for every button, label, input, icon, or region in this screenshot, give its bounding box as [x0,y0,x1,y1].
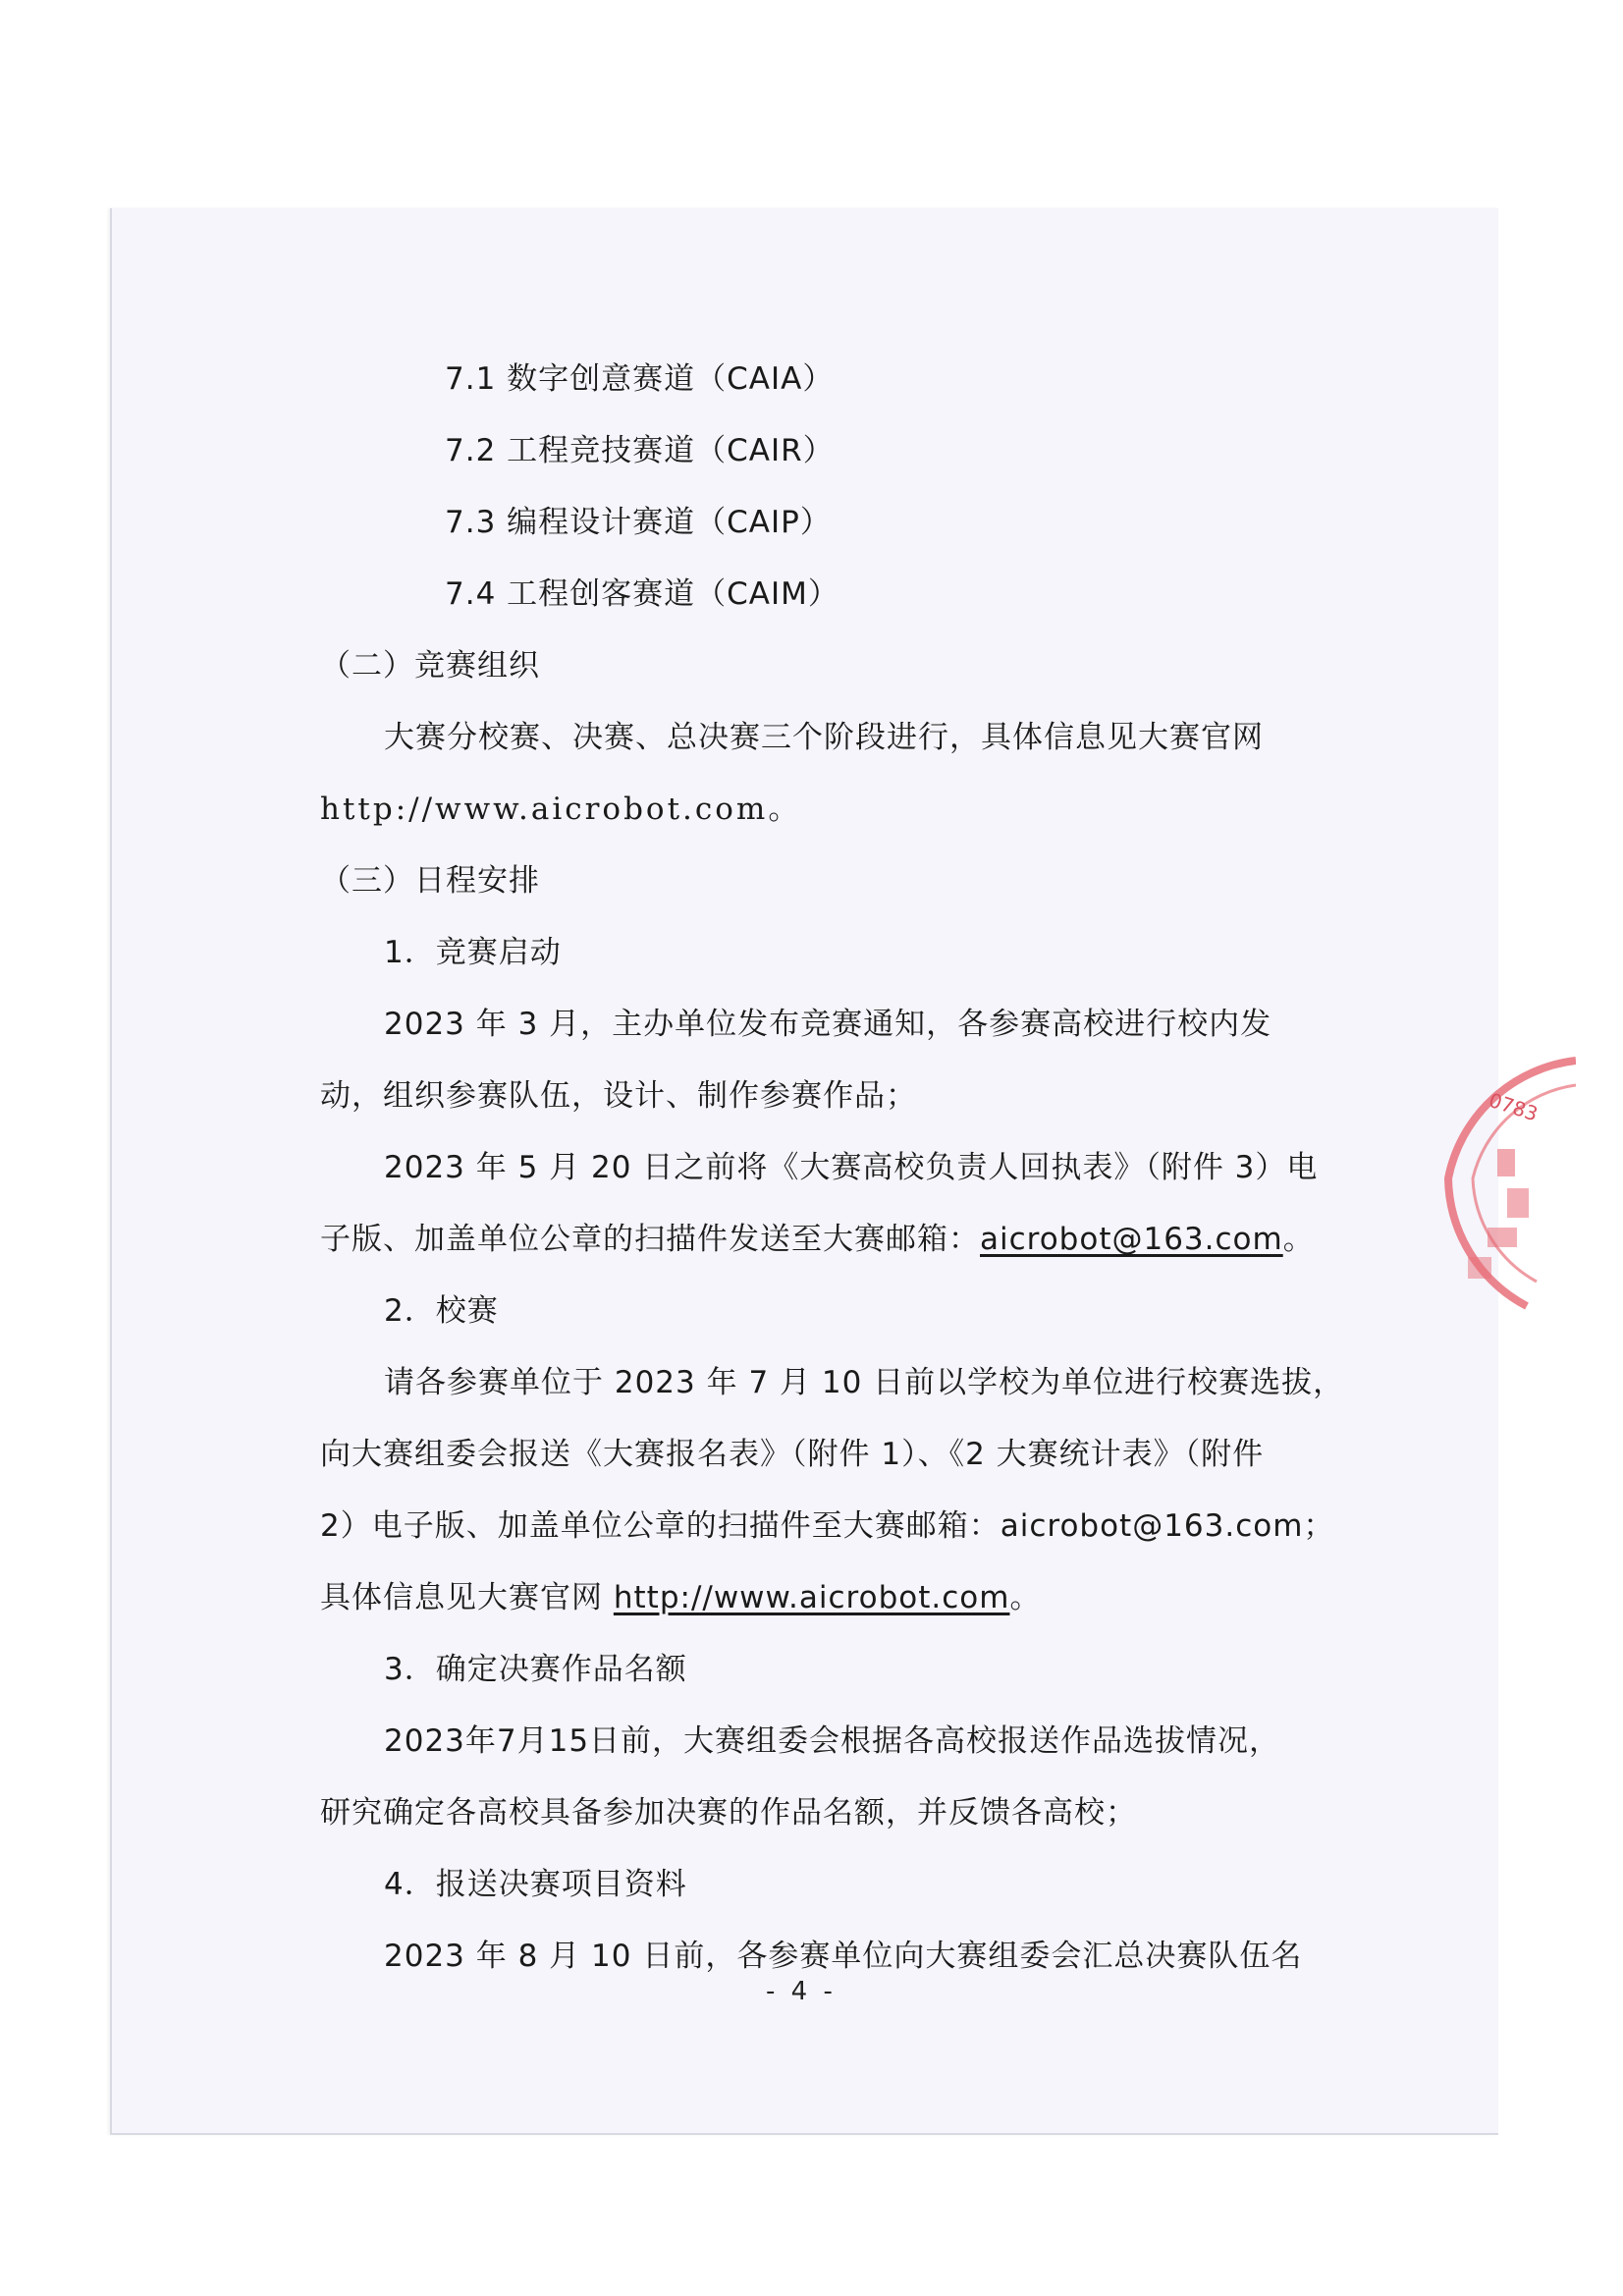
page-number: - 4 - [766,1977,837,2006]
schedule-item-4-title: 4．报送决赛项目资料 [384,1867,687,1902]
punctuation: 。 [1009,1580,1042,1615]
track-7-4: 7.4 工程创客赛道（CAIM） [445,576,839,612]
schedule-item-1-text: 2023 年 3 月，主办单位发布竞赛通知，各参赛高校进行校内发 [384,1007,1272,1042]
website-link[interactable]: http://www.aicrobot.com [613,1580,1010,1615]
organization-text-line-1: 大赛分校赛、决赛、总决赛三个阶段进行，具体信息见大赛官网 [384,720,1264,755]
schedule-item-2-text: 具体信息见大赛官网 [320,1580,614,1615]
track-7-1: 7.1 数字创意赛道（CAIA） [445,361,835,397]
organization-text-line-2: http://www.aicrobot.com。 [320,792,802,827]
punctuation: 。 [1282,1222,1315,1257]
schedule-item-2-text [320,1578,1041,1617]
schedule-item-3-title: 3．确定决赛作品名额 [384,1652,687,1687]
schedule-item-1-text: 子版、加盖单位公章的扫描件发送至大赛邮箱： [320,1222,980,1257]
seal-number: 0783 [1486,1087,1542,1126]
schedule-item-2-title: 2．校赛 [384,1293,499,1329]
section-heading-schedule: （三）日程安排 [320,863,540,899]
official-seal-fragment [1429,1041,1576,1316]
schedule-item-4-text: 2023 年 8 月 10 日前，各参赛单位向大赛组委会汇总决赛队伍名 [384,1939,1303,1974]
schedule-item-1-text [320,1220,1315,1259]
schedule-item-1-text: 动，组织参赛队伍，设计、制作参赛作品； [320,1078,917,1114]
track-7-2: 7.2 工程竞技赛道（CAIR） [445,433,835,468]
schedule-item-2-text: 2）电子版、加盖单位公章的扫描件至大赛邮箱：aicrobot@163.com； [320,1508,1335,1544]
schedule-item-1-text: 2023 年 5 月 20 日之前将《大赛高校负责人回执表》（附件 3）电 [384,1150,1319,1185]
email-link[interactable]: aicrobot@163.com [980,1222,1283,1257]
schedule-item-2-text: 向大赛组委会报送《大赛报名表》（附件 1）、《2 大赛统计表》（附件 [320,1437,1265,1472]
schedule-item-2-text: 请各参赛单位于 2023 年 7 月 10 日前以学校为单位进行校赛选拔， [384,1365,1345,1400]
schedule-item-3-text: 2023年7月15日前，大赛组委会根据各高校报送作品选拔情况， [384,1723,1281,1759]
section-heading-organization: （二）竞赛组织 [320,648,540,683]
schedule-item-3-text: 研究确定各高校具备参加决赛的作品名额，并反馈各高校； [320,1795,1137,1831]
track-7-3: 7.3 编程设计赛道（CAIP） [445,505,832,540]
schedule-item-1-title: 1．竞赛启动 [384,935,562,970]
